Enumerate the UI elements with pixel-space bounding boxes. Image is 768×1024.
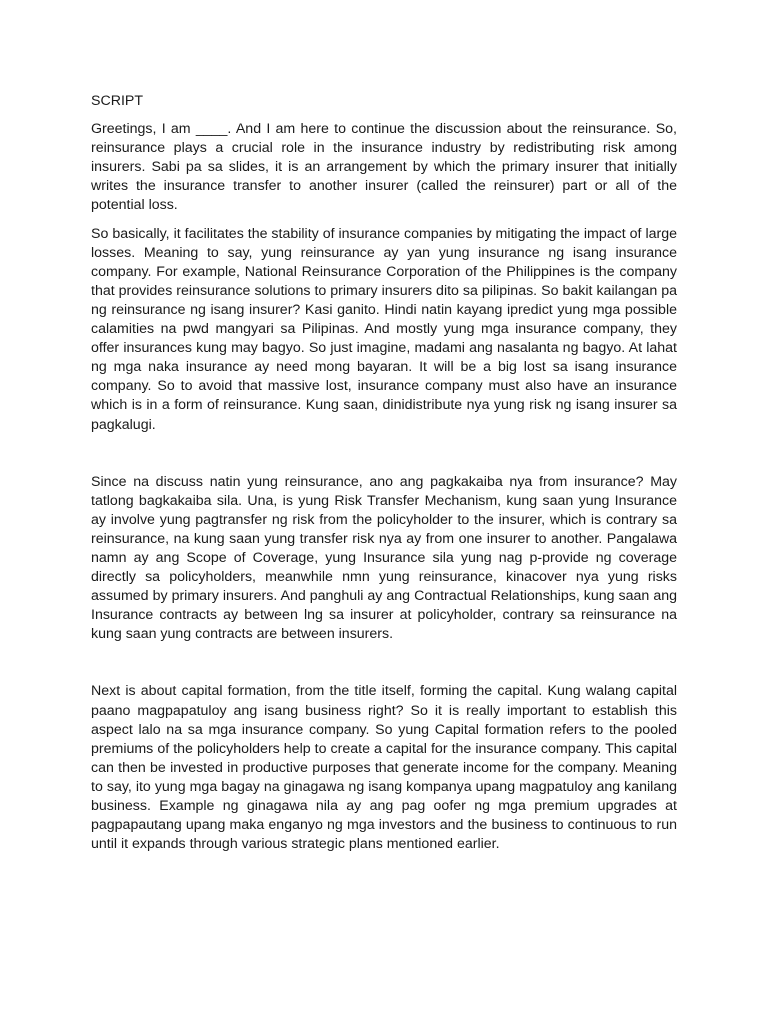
- paragraph-capital-formation: Next is about capital formation, from the title itself, forming the capital. Kung walang capital paano magpapatuloy ang isang business right? So it is really important to establish this aspect lalo na sa mga insurance company. So yung Capital formation refers to the pooled premiums of the policyholders help to create a capital for the insurance company. This capital can then be invested in productive purposes that generate income for the company. Meaning to say, ito yung mga bagay na ginagawa ng isang kompanya upang magpatuloy ang kanilang business. Example ng ginagawa nila ay ang pag oofer ng mga premium upgrades at pagpapautang upang maka enganyo ng mga investors and the business to continuous to run until it expands through various strategic plans mentioned earlier.: [91, 683, 677, 853]
- paragraph-stability: So basically, it facilitates the stability of insurance companies by mitigating the impact of large losses. Meaning to say, yung reinsurance ay yan yung insurance ng isang insurance company. For example, National Reinsurance Corporation of the Philippines is the company that provides reinsurance solutions to primary insurers dito sa pilipinas. So bakit kailangan pa ng reinsurance ng isang insurer? Kasi ganito. Hindi natin kayang ipredict yung mga possible calamities na pwd mangyari sa Pilipinas. And mostly yung mga insurance company, they offer insurances kung may bagyo. So just imagine, madami ang nasalanta ng bagyo. At lahat ng mga naka insurance ay need mong bayaran. It will be a big lost sa isang insurance company. So to avoid that massive lost, insurance company must also have an insurance which is in a form of reinsurance. Kung saan, dinidistribute nya yung risk ng isang insurer sa pagkalugi.: [91, 225, 677, 433]
- paragraph-spacer: [91, 444, 677, 473]
- paragraph-intro: Greetings, I am ____. And I am here to continue the discussion about the reinsurance. So, reinsurance plays a crucial role in the insurance industry by redistributing risk among insurers. Sabi pa sa slides, it is an arrangement by which the primary insurer that initially writes the insurance transfer to another insurer (called the reinsurer) part or all of the potential loss.: [91, 121, 677, 214]
- paragraph-differences: Since na discuss natin yung reinsurance, ano ang pagkakaiba nya from insurance? May tatlong bagkakaiba sila. Una, is yung Risk Transfer Mechanism, kung saan yung Insurance ay involve yung pagtransfer ng risk from the policyholder to the insurer, which is contrary sa reinsurance, na kung saan yung transfer risk nya ay from one insurer to another. Pangalawa namn ay ang Scope of Coverage, yung Insurance sila yung nag p-provide ng coverage directly sa policyholders, meanwhile nmn yung reinsurance, kinacover nya yung risks assumed by primary insurers. And panghuli ay ang Contractual Relationships, kung saan ang Insurance contracts ay between lng sa insurer at policyholder, contrary sa reinsurance na kung saan yung contracts are between insurers.: [91, 473, 677, 643]
- document-title: SCRIPT: [91, 93, 144, 109]
- paragraph-spacer: [91, 653, 677, 682]
